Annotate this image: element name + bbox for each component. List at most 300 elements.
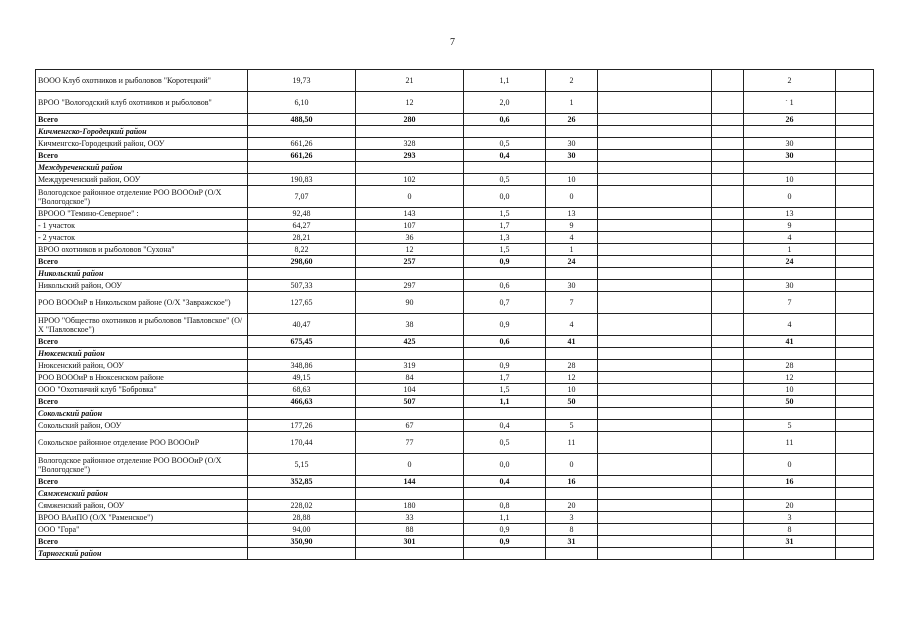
col9-cell — [836, 114, 874, 126]
table-row — [36, 360, 874, 372]
table-body — [36, 70, 874, 560]
col3-cell — [356, 268, 464, 280]
area-cell: 177,26 — [248, 420, 356, 432]
col9-cell — [836, 232, 874, 244]
col9-cell — [836, 384, 874, 396]
col4-cell: 0,4 — [464, 150, 546, 162]
col8-cell: 10 — [744, 384, 836, 396]
area-cell: 92,48 — [248, 208, 356, 220]
area-cell: 352,85 — [248, 476, 356, 488]
col7-cell — [712, 396, 744, 408]
col9-cell — [836, 268, 874, 280]
organization-name-cell: ООО "Охотничий клуб "Бобровка" — [36, 384, 248, 396]
col9-cell — [836, 432, 874, 454]
col7-cell — [712, 524, 744, 536]
col4-cell: 1,7 — [464, 220, 546, 232]
col9-cell — [836, 536, 874, 548]
col7-cell — [712, 314, 744, 336]
col3-cell: 144 — [356, 476, 464, 488]
col8-cell: 50 — [744, 396, 836, 408]
col9-cell — [836, 174, 874, 186]
district-name-cell: Междуреченский район — [36, 162, 248, 174]
area-cell: 40,47 — [248, 314, 356, 336]
area-cell: 49,15 — [248, 372, 356, 384]
col7-cell — [712, 208, 744, 220]
col3-cell: 84 — [356, 372, 464, 384]
col3-cell: 33 — [356, 512, 464, 524]
col3-cell: 319 — [356, 360, 464, 372]
area-cell: 507,33 — [248, 280, 356, 292]
col5-cell: 7 — [546, 292, 598, 314]
district-header-row — [36, 126, 874, 138]
col4-cell: 0,9 — [464, 360, 546, 372]
col8-cell — [744, 408, 836, 420]
area-cell: 6,10 — [248, 92, 356, 114]
col5-cell — [546, 408, 598, 420]
col6-cell — [598, 268, 712, 280]
col8-cell: 16 — [744, 476, 836, 488]
col7-cell — [712, 336, 744, 348]
organization-name-cell: ВРОО ВАиПО (О/Х "Раменское") — [36, 512, 248, 524]
col3-cell: 293 — [356, 150, 464, 162]
col9-cell — [836, 336, 874, 348]
col4-cell: 0,6 — [464, 280, 546, 292]
district-name-cell: Нюксенский район — [36, 348, 248, 360]
col5-cell — [546, 348, 598, 360]
col6-cell — [598, 292, 712, 314]
col7-cell — [712, 220, 744, 232]
col3-cell: 38 — [356, 314, 464, 336]
col7-cell — [712, 92, 744, 114]
total-row — [36, 336, 874, 348]
organization-name-cell: ООО "Гора" — [36, 524, 248, 536]
col5-cell: 20 — [546, 500, 598, 512]
col4-cell: 1,1 — [464, 70, 546, 92]
col5-cell — [546, 162, 598, 174]
organization-name-cell: Всего — [36, 150, 248, 162]
col4-cell: 1,1 — [464, 396, 546, 408]
col8-cell: 11 — [744, 432, 836, 454]
district-header-row — [36, 348, 874, 360]
col3-cell: 67 — [356, 420, 464, 432]
col5-cell: 41 — [546, 336, 598, 348]
table-row — [36, 208, 874, 220]
col7-cell — [712, 162, 744, 174]
col9-cell — [836, 360, 874, 372]
col7-cell — [712, 232, 744, 244]
total-row — [36, 256, 874, 268]
col6-cell — [598, 220, 712, 232]
col9-cell — [836, 408, 874, 420]
organization-name-cell: - 2 участок — [36, 232, 248, 244]
col8-cell: 28 — [744, 360, 836, 372]
col9-cell — [836, 70, 874, 92]
area-cell: 94,00 — [248, 524, 356, 536]
col7-cell — [712, 476, 744, 488]
table-row — [36, 314, 874, 336]
table-row — [36, 244, 874, 256]
col3-cell: 280 — [356, 114, 464, 126]
total-row — [36, 114, 874, 126]
col6-cell — [598, 396, 712, 408]
table-row — [36, 292, 874, 314]
col3-cell: 102 — [356, 174, 464, 186]
organization-name-cell: Междуреченский район, ООУ — [36, 174, 248, 186]
col6-cell — [598, 420, 712, 432]
table-row — [36, 232, 874, 244]
organization-name-cell: Всего — [36, 536, 248, 548]
col7-cell — [712, 114, 744, 126]
col6-cell — [598, 548, 712, 560]
col9-cell — [836, 162, 874, 174]
col8-cell: 13 — [744, 208, 836, 220]
col5-cell: 30 — [546, 280, 598, 292]
col6-cell — [598, 314, 712, 336]
area-cell: 170,44 — [248, 432, 356, 454]
col9-cell — [836, 524, 874, 536]
col4-cell — [464, 162, 546, 174]
col6-cell — [598, 208, 712, 220]
col4-cell: 0,8 — [464, 500, 546, 512]
col6-cell — [598, 244, 712, 256]
col8-cell: 26 — [744, 114, 836, 126]
organization-name-cell: Сямженский район, ООУ — [36, 500, 248, 512]
col3-cell: 257 — [356, 256, 464, 268]
area-cell — [248, 126, 356, 138]
table-row — [36, 500, 874, 512]
col5-cell: 10 — [546, 384, 598, 396]
col7-cell — [712, 512, 744, 524]
col3-cell: 297 — [356, 280, 464, 292]
col9-cell — [836, 208, 874, 220]
col8-cell: 0 — [744, 186, 836, 208]
col9-cell — [836, 348, 874, 360]
col5-cell — [546, 488, 598, 500]
col3-cell: 36 — [356, 232, 464, 244]
col8-cell: 4 — [744, 232, 836, 244]
col8-cell: 20 — [744, 500, 836, 512]
area-cell: 19,73 — [248, 70, 356, 92]
organization-name-cell: ВРОО "Вологодский клуб охотников и рыболовов" — [36, 92, 248, 114]
col5-cell: 5 — [546, 420, 598, 432]
area-cell — [248, 348, 356, 360]
col8-cell: 30 — [744, 280, 836, 292]
organization-name-cell: ВООО Клуб охотников и рыболовов "Коротецкий" — [36, 70, 248, 92]
col5-cell: 8 — [546, 524, 598, 536]
col7-cell — [712, 408, 744, 420]
col8-cell: 31 — [744, 536, 836, 548]
col4-cell: 0,5 — [464, 138, 546, 150]
col7-cell — [712, 150, 744, 162]
col5-cell: 24 — [546, 256, 598, 268]
col3-cell: 301 — [356, 536, 464, 548]
col8-cell: 0 — [744, 454, 836, 476]
col3-cell — [356, 348, 464, 360]
organization-name-cell: Всего — [36, 476, 248, 488]
organization-name-cell: РОО ВОООиР в Нюксенском районе — [36, 372, 248, 384]
col8-cell: 30 — [744, 138, 836, 150]
col8-cell: 8 — [744, 524, 836, 536]
col6-cell — [598, 232, 712, 244]
area-cell: 348,86 — [248, 360, 356, 372]
area-cell: 8,22 — [248, 244, 356, 256]
col4-cell: 1,5 — [464, 384, 546, 396]
col9-cell — [836, 280, 874, 292]
col4-cell: 0,6 — [464, 336, 546, 348]
col5-cell: 1 — [546, 92, 598, 114]
area-cell: 68,63 — [248, 384, 356, 396]
col7-cell — [712, 244, 744, 256]
col6-cell — [598, 512, 712, 524]
organization-name-cell: Кичменгско-Городецкий район, ООУ — [36, 138, 248, 150]
organization-name-cell: Сокольский район, ООУ — [36, 420, 248, 432]
organization-name-cell: Сокольское районное отделение РОО ВОООиР — [36, 432, 248, 454]
cell-value: 1 — [789, 97, 794, 107]
area-cell: 190,83 — [248, 174, 356, 186]
total-row — [36, 396, 874, 408]
col7-cell — [712, 536, 744, 548]
col4-cell: 0,4 — [464, 476, 546, 488]
col6-cell — [598, 360, 712, 372]
district-header-row — [36, 162, 874, 174]
area-cell — [248, 268, 356, 280]
organization-name-cell: Вологодское районное отделение РОО ВОООиР (О/Х "Вологодское") — [36, 186, 248, 208]
col8-cell — [744, 92, 836, 114]
col9-cell — [836, 500, 874, 512]
organization-name-cell: Всего — [36, 256, 248, 268]
col8-cell: 2 — [744, 70, 836, 92]
table-row — [36, 92, 874, 114]
district-header-row — [36, 488, 874, 500]
col3-cell — [356, 126, 464, 138]
col7-cell — [712, 384, 744, 396]
table-row — [36, 174, 874, 186]
area-cell: 488,50 — [248, 114, 356, 126]
col4-cell: 1,1 — [464, 512, 546, 524]
col6-cell — [598, 432, 712, 454]
organization-name-cell: Никольский район, ООУ — [36, 280, 248, 292]
organization-name-cell: Всего — [36, 336, 248, 348]
table-row — [36, 186, 874, 208]
col4-cell — [464, 408, 546, 420]
col6-cell — [598, 500, 712, 512]
col6-cell — [598, 126, 712, 138]
col4-cell: 0,6 — [464, 114, 546, 126]
col7-cell — [712, 432, 744, 454]
col3-cell: 0 — [356, 186, 464, 208]
page-number: 7 — [450, 37, 455, 48]
col4-cell: 1,5 — [464, 244, 546, 256]
col3-cell: 328 — [356, 138, 464, 150]
col3-cell: 425 — [356, 336, 464, 348]
col4-cell — [464, 548, 546, 560]
col8-cell: 9 — [744, 220, 836, 232]
table-row — [36, 384, 874, 396]
col9-cell — [836, 476, 874, 488]
col4-cell: 0,5 — [464, 174, 546, 186]
col6-cell — [598, 114, 712, 126]
col8-cell: 41 — [744, 336, 836, 348]
col9-cell — [836, 220, 874, 232]
col6-cell — [598, 162, 712, 174]
area-cell: 350,90 — [248, 536, 356, 548]
area-cell: 661,26 — [248, 138, 356, 150]
col7-cell — [712, 70, 744, 92]
total-row — [36, 536, 874, 548]
col4-cell — [464, 348, 546, 360]
col6-cell — [598, 92, 712, 114]
organization-name-cell: ВРООО "Темино-Северное" : — [36, 208, 248, 220]
col6-cell — [598, 524, 712, 536]
col6-cell — [598, 256, 712, 268]
area-cell: 675,45 — [248, 336, 356, 348]
col3-cell: 143 — [356, 208, 464, 220]
organization-name-cell: ВРОО охотников и рыболовов "Сухона" — [36, 244, 248, 256]
col8-cell: 30 — [744, 150, 836, 162]
col5-cell: 4 — [546, 314, 598, 336]
area-cell: 228,02 — [248, 500, 356, 512]
col7-cell — [712, 360, 744, 372]
col9-cell — [836, 126, 874, 138]
col9-cell — [836, 372, 874, 384]
col6-cell — [598, 348, 712, 360]
col9-cell — [836, 150, 874, 162]
col5-cell: 9 — [546, 220, 598, 232]
table-row — [36, 432, 874, 454]
col4-cell: 0,0 — [464, 186, 546, 208]
col4-cell: 0,0 — [464, 454, 546, 476]
district-header-row — [36, 268, 874, 280]
district-name-cell: Сямженский район — [36, 488, 248, 500]
table-row — [36, 512, 874, 524]
col9-cell — [836, 292, 874, 314]
col6-cell — [598, 186, 712, 208]
col3-cell: 104 — [356, 384, 464, 396]
col4-cell — [464, 268, 546, 280]
col8-cell — [744, 548, 836, 560]
col5-cell: 10 — [546, 174, 598, 186]
table-row — [36, 372, 874, 384]
district-name-cell: Сокольский район — [36, 408, 248, 420]
col3-cell: 77 — [356, 432, 464, 454]
col7-cell — [712, 186, 744, 208]
col8-cell: 10 — [744, 174, 836, 186]
area-cell — [248, 548, 356, 560]
col9-cell — [836, 548, 874, 560]
table-row — [36, 138, 874, 150]
col8-cell — [744, 488, 836, 500]
col4-cell: 1,3 — [464, 232, 546, 244]
col5-cell: 0 — [546, 454, 598, 476]
col7-cell — [712, 126, 744, 138]
col8-cell: 4 — [744, 314, 836, 336]
col9-cell — [836, 454, 874, 476]
col5-cell: 16 — [546, 476, 598, 488]
area-cell: 466,63 — [248, 396, 356, 408]
table-row — [36, 524, 874, 536]
table-row — [36, 420, 874, 432]
col4-cell — [464, 126, 546, 138]
col8-cell — [744, 268, 836, 280]
col3-cell: 12 — [356, 92, 464, 114]
organization-name-cell: НРОО "Общество охотников и рыболовов "Павловское" (О/Х "Павловское") — [36, 314, 248, 336]
area-cell: 28,88 — [248, 512, 356, 524]
col8-cell: 1 — [744, 244, 836, 256]
stray-mark: ` — [785, 98, 788, 107]
col4-cell: 0,9 — [464, 536, 546, 548]
hunting-grounds-table — [35, 69, 874, 560]
area-cell: 298,60 — [248, 256, 356, 268]
table-row — [36, 280, 874, 292]
col8-cell: 24 — [744, 256, 836, 268]
col3-cell: 88 — [356, 524, 464, 536]
col7-cell — [712, 268, 744, 280]
col5-cell: 31 — [546, 536, 598, 548]
col9-cell — [836, 512, 874, 524]
col6-cell — [598, 384, 712, 396]
col3-cell: 12 — [356, 244, 464, 256]
col3-cell — [356, 488, 464, 500]
col7-cell — [712, 500, 744, 512]
col6-cell — [598, 454, 712, 476]
col4-cell — [464, 488, 546, 500]
col6-cell — [598, 174, 712, 186]
col9-cell — [836, 186, 874, 208]
col3-cell: 0 — [356, 454, 464, 476]
table-row — [36, 70, 874, 92]
col7-cell — [712, 420, 744, 432]
col4-cell: 0,9 — [464, 524, 546, 536]
col4-cell: 0,9 — [464, 314, 546, 336]
organization-name-cell: РОО ВОООиР в Никольском районе (О/Х "Завражское") — [36, 292, 248, 314]
col5-cell: 26 — [546, 114, 598, 126]
col6-cell — [598, 476, 712, 488]
col7-cell — [712, 372, 744, 384]
col9-cell — [836, 244, 874, 256]
col5-cell: 30 — [546, 138, 598, 150]
area-cell: 28,21 — [248, 232, 356, 244]
district-header-row — [36, 408, 874, 420]
district-name-cell: Тарногский район — [36, 548, 248, 560]
col7-cell — [712, 174, 744, 186]
col4-cell: 0,7 — [464, 292, 546, 314]
col7-cell — [712, 348, 744, 360]
table-row — [36, 454, 874, 476]
col3-cell — [356, 408, 464, 420]
col8-cell — [744, 348, 836, 360]
col5-cell: 30 — [546, 150, 598, 162]
col5-cell: 0 — [546, 186, 598, 208]
col6-cell — [598, 336, 712, 348]
col9-cell — [836, 314, 874, 336]
col5-cell — [546, 548, 598, 560]
col7-cell — [712, 138, 744, 150]
col7-cell — [712, 548, 744, 560]
col5-cell: 11 — [546, 432, 598, 454]
col4-cell: 2,0 — [464, 92, 546, 114]
col8-cell — [744, 126, 836, 138]
area-cell: 64,27 — [248, 220, 356, 232]
col4-cell: 0,5 — [464, 432, 546, 454]
col9-cell — [836, 138, 874, 150]
col4-cell: 1,7 — [464, 372, 546, 384]
organization-name-cell: - 1 участок — [36, 220, 248, 232]
col3-cell: 107 — [356, 220, 464, 232]
area-cell — [248, 162, 356, 174]
area-cell: 127,65 — [248, 292, 356, 314]
col3-cell: 507 — [356, 396, 464, 408]
col5-cell: 50 — [546, 396, 598, 408]
